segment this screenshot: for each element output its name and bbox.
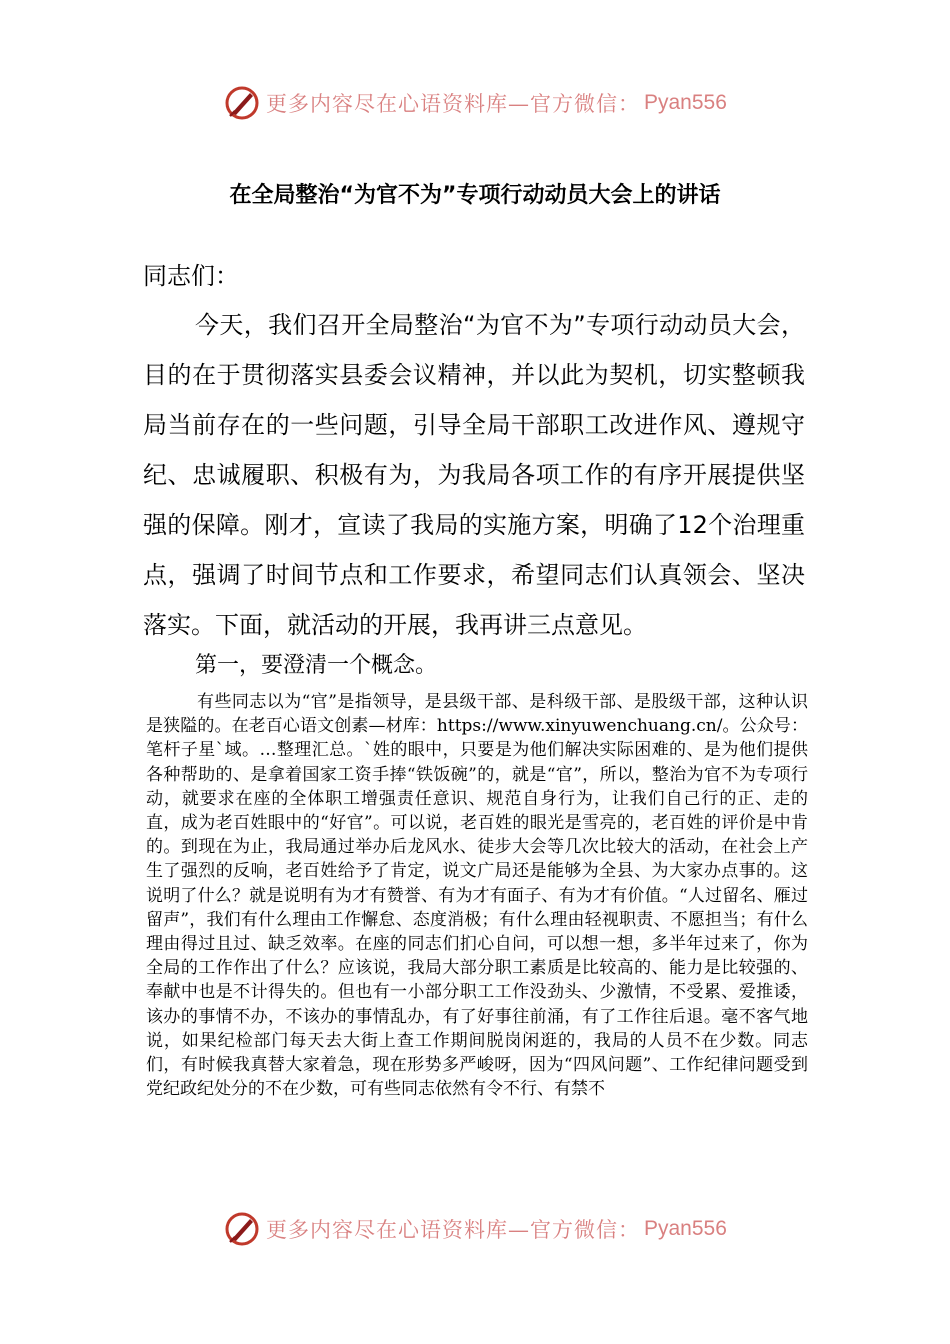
watermark-wechat-id: Pyan556 [644, 91, 727, 114]
intro-paragraph: 今天，我们召开全局整治“为官不为”专项行动动员大会，目的在于贯彻落实县委会议精神，并以此为契机，切实整顿我局当前存在的一些问题，引导全局干部职工改进作风、遵规守纪、忠诚履职、积极有为，为我局各项工作的有序开展提供坚强的保障。刚才，宣读了我局的实施方案，明确了12个治理重点，强调了时间节点和工作要求，希望同志们认真领会、坚决落实。下面，就活动的开展，我再讲三点意见。 [143, 311, 805, 639]
greeting: 同志们： [143, 262, 239, 290]
watermark-text: 更多内容尽在心语资料库—官方微信： [266, 92, 640, 116]
quill-logo-icon [224, 1211, 260, 1247]
watermark-wechat-id: Pyan556 [644, 1217, 727, 1240]
watermark-text: 更多内容尽在心语资料库—官方微信： [266, 1218, 640, 1242]
document-title: 在全局整治“为官不为”专项行动动员大会上的讲话 [229, 183, 721, 208]
watermark-banner-bottom [224, 1209, 744, 1249]
section-paragraph-1: 有些同志以为“官”是指领导，是县级干部、是科级干部、是股级干部，这种认识是狭隘的。在老百心语文创素—材库：https://www.xinyuwenchuang.cn/。公众号：笔杆子星`域。…整理汇总。`姓的眼中，只要是为他们解决实际困难的、是为他们提供各种帮助的、是拿着国家工资手捧“铁饭碗”的，就是“官”，所以，整治为官不为专项行动，就要求在座的全体职工增强责任意识、规范自身行为，让我们自己行的正、走的直，成为老百姓眼中的“好官”。可以说，老百姓的眼光是雪亮的，老百姓的评价是中肯的。到现在为止，我局通过举办后龙风水、徒步大会等几次比较大的活动，在社会上产生了强烈的反响，老百姓给予了肯定，说文广局还是能够为全县、为大家办点事的。这说明了什么？就是说明有为才有赞誉、有为才有面子、有为才有价值。“人过留名、雁过留声”，我们有什么理由工作懈怠、态度消极；有什么理由轻视职责、不愿担当；有什么理由得过且过、缺乏效率。在座的同志们扪心自问，可以想一想，多半年过来了，你为全局的工作作出了什么？应该说，我局大部分职工素质是比较高的、能力是比较强的、奉献中也是不计得失的。但也有一小部分职工工作没劲头、少激情，不受累、爱推诿，该办的事情不办，不该办的事情乱办，有了好事往前涌，有了工作往后退。毫不客气地说，如果纪检部门每天去大街上查工作期间脱岗闲逛的，我局的人员不在少数。同志们，有时候我真替大家着急，现在形势多严峻呀，因为“四风问题”、工作纪律问题受到党纪政纪处分的不在少数，可有些同志依然有令不行、有禁不 [146, 692, 808, 1100]
section-heading-1: 第一，要澄清一个概念。 [195, 653, 438, 678]
quill-logo-icon [224, 85, 260, 121]
watermark-banner-top [224, 83, 744, 123]
